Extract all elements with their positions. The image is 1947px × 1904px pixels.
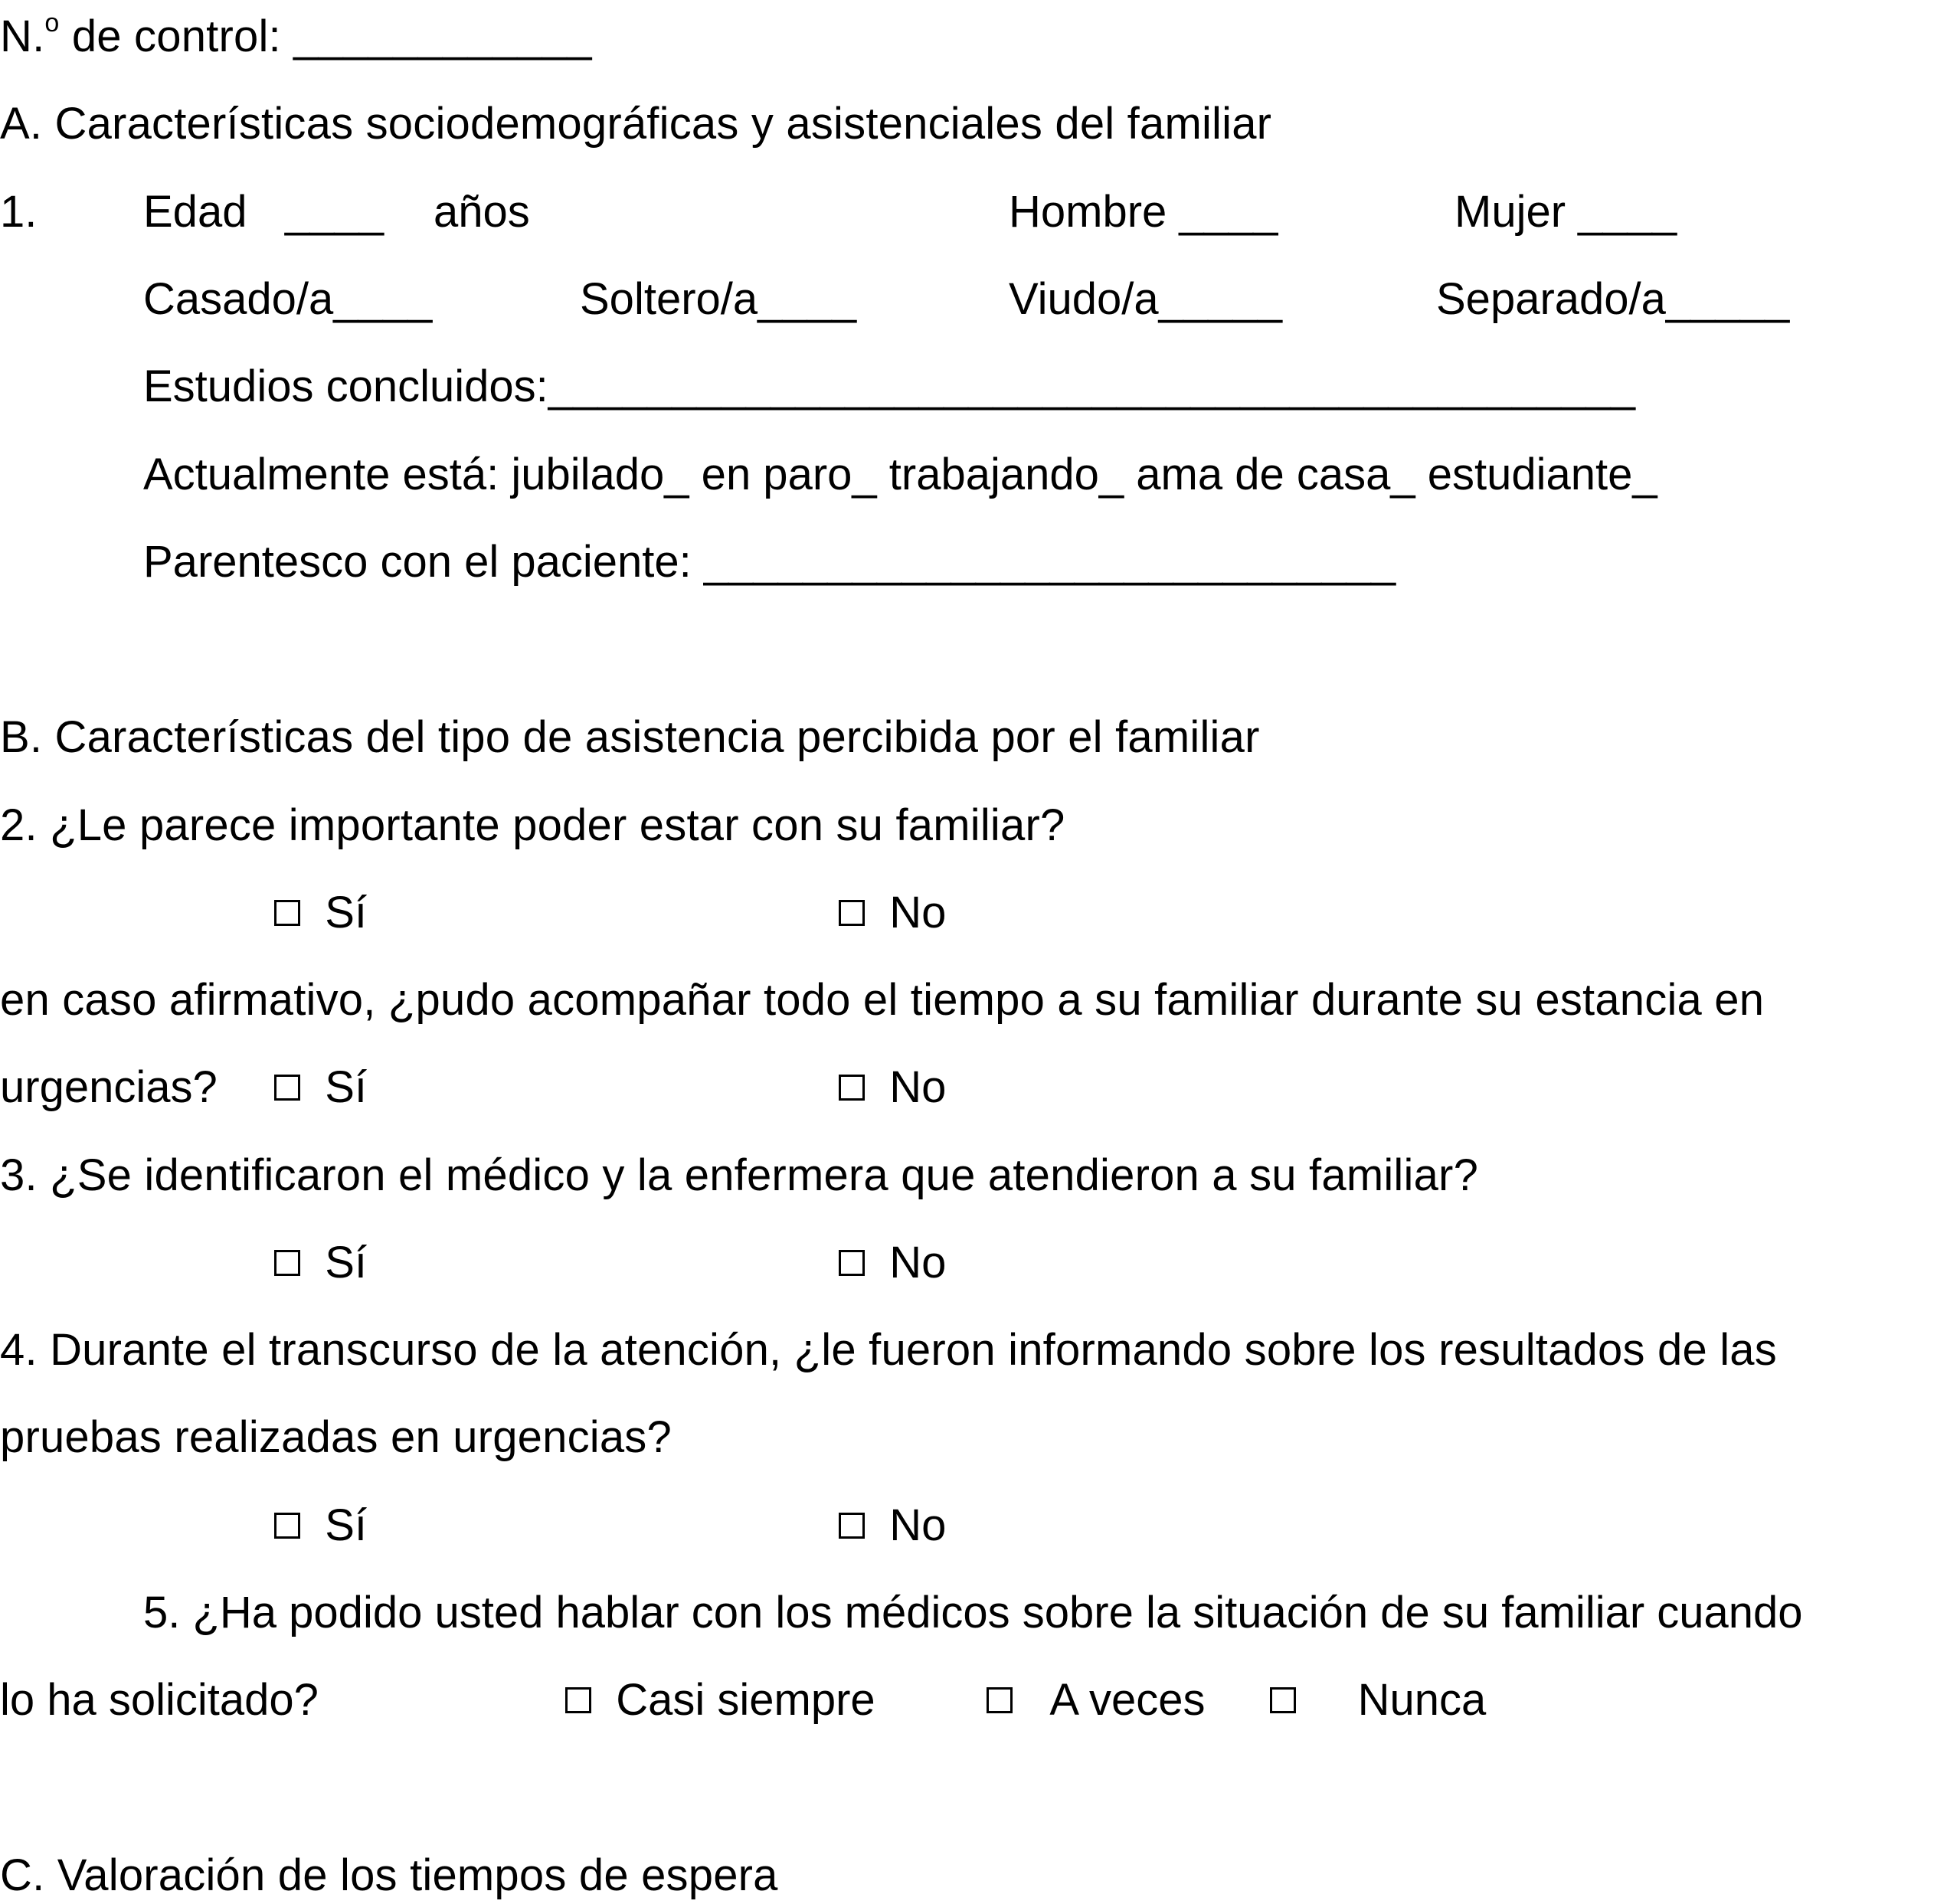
control-superscript: o <box>44 8 60 38</box>
age-label: Edad <box>143 187 247 237</box>
separated-field[interactable]: Separado/a_____ <box>1436 274 1790 324</box>
q1-number: 1. <box>0 187 38 237</box>
q2-no-option[interactable] <box>839 888 947 937</box>
control-label: N. <box>0 11 45 61</box>
no-label: No <box>889 888 947 937</box>
q4-yes-option[interactable] <box>274 1500 368 1550</box>
yes-label: Sí <box>325 1238 368 1287</box>
sometimes-label: A veces <box>1049 1675 1206 1725</box>
q2-followup-line1: en caso afirmativo, ¿pudo acompañar todo el tiempo a su familiar durante su estancia en <box>0 975 1765 1025</box>
yes-label: Sí <box>325 1062 368 1112</box>
section-a-title: A. Características sociodemográficas y asistenciales del familiar <box>0 99 1272 149</box>
age-field[interactable]: ____ <box>285 187 384 237</box>
relationship-field[interactable]: Parentesco con el paciente: ____________________________ <box>143 537 1396 587</box>
question-3: 3. ¿Se identificaron el médico y la enfermera que atendieron a su familiar? <box>0 1150 1479 1200</box>
yes-label: Sí <box>325 1500 368 1550</box>
checkbox-icon[interactable] <box>839 900 865 926</box>
checkbox-icon[interactable] <box>565 1687 591 1713</box>
control-number-line <box>0 8 592 61</box>
checkbox-icon[interactable] <box>274 1513 300 1539</box>
question-2: 2. ¿Le parece importante poder estar con su familiar? <box>0 800 1065 850</box>
q2-followup-line2: urgencias? <box>0 1062 218 1112</box>
single-field[interactable]: Soltero/a____ <box>580 274 857 324</box>
employment-field[interactable]: Actualmente está: jubilado_ en paro_ trabajando_ ama de casa_ estudiante_ <box>143 450 1657 499</box>
q2-yes-option[interactable] <box>274 888 368 937</box>
yes-label: Sí <box>325 888 368 937</box>
section-c-title: C. Valoración de los tiempos de espera <box>0 1850 778 1900</box>
section-b-title: B. Características del tipo de asistencia percibida por el familiar <box>0 712 1260 762</box>
married-field[interactable]: Casado/a____ <box>143 274 433 324</box>
checkbox-icon[interactable] <box>1270 1687 1296 1713</box>
q2b-no-option[interactable] <box>839 1062 947 1112</box>
control-field[interactable]: de control: ____________ <box>59 11 592 61</box>
q4-no-option[interactable] <box>839 1500 947 1550</box>
female-field[interactable]: Mujer ____ <box>1455 187 1677 237</box>
no-label: No <box>889 1238 947 1287</box>
checkbox-icon[interactable] <box>274 1075 300 1101</box>
q5-never-option[interactable] <box>1270 1675 1487 1725</box>
checkbox-icon[interactable] <box>839 1513 865 1539</box>
male-field[interactable]: Hombre ____ <box>1009 187 1278 237</box>
almost-always-label: Casi siempre <box>616 1675 875 1725</box>
question-5-line1: 5. ¿Ha podido usted hablar con los médicos sobre la situación de su familiar cuando <box>143 1588 1803 1637</box>
no-label: No <box>889 1062 947 1112</box>
q5-sometimes-option[interactable] <box>987 1675 1206 1725</box>
question-4-line2: pruebas realizadas en urgencias? <box>0 1412 672 1462</box>
checkbox-icon[interactable] <box>839 1075 865 1101</box>
education-field[interactable]: Estudios concluidos:____________________________________________ <box>143 361 1636 411</box>
q5-almost-always-option[interactable] <box>565 1675 875 1725</box>
checkbox-icon[interactable] <box>274 900 300 926</box>
q2b-yes-option[interactable] <box>274 1062 368 1112</box>
q3-yes-option[interactable] <box>274 1238 368 1287</box>
checkbox-icon[interactable] <box>274 1250 300 1276</box>
question-5-line2: lo ha solicitado? <box>0 1675 319 1725</box>
question-4-line1: 4. Durante el transcurso de la atención, ¿le fueron informando sobre los resultados de las <box>0 1325 1777 1375</box>
q3-no-option[interactable] <box>839 1238 947 1287</box>
never-label: Nunca <box>1357 1675 1487 1725</box>
years-label: años <box>434 187 530 237</box>
checkbox-icon[interactable] <box>839 1250 865 1276</box>
checkbox-icon[interactable] <box>987 1687 1013 1713</box>
no-label: No <box>889 1500 947 1550</box>
widowed-field[interactable]: Viudo/a_____ <box>1009 274 1282 324</box>
